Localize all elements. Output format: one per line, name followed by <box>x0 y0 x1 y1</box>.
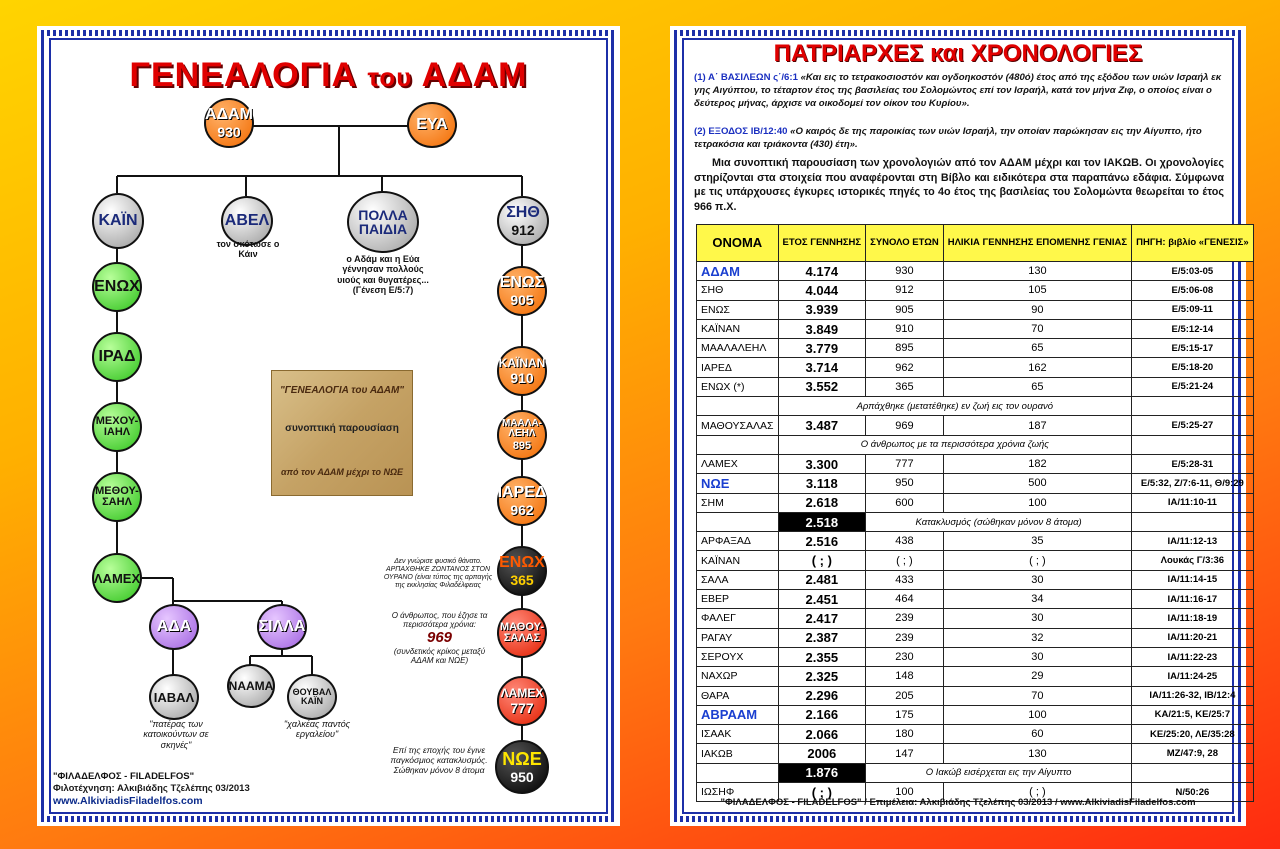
table-row <box>697 686 1254 705</box>
table-row <box>697 377 1254 396</box>
table-cell-source: ΙΑ/11:14-15 <box>1132 570 1254 589</box>
table-cell-age: 30 <box>943 570 1131 589</box>
table-row <box>697 397 1254 416</box>
table-cell-name: ΣΗΘ <box>697 281 779 300</box>
table-cell-source: Λουκάς Γ/3:36 <box>1132 551 1254 570</box>
table-cell-name: ΙΣΑΑΚ <box>697 725 779 744</box>
table-cell-age: 29 <box>943 667 1131 686</box>
table-cell-total: 180 <box>866 725 944 744</box>
chronology-footer: "ΦΙΛΑΔΕΛΦΟΣ - FILADELFOS" / Επιμέλεια: Αλκιβιάδης Τζελέπης 03/2013 / www.AlkiviadisFiladelfos.com <box>720 797 1196 808</box>
table-cell-year: 2.481 <box>778 570 866 589</box>
table-cell-year: 2.325 <box>778 667 866 686</box>
table-cell <box>1132 397 1254 416</box>
table-cell <box>1132 763 1254 782</box>
table-cell-name: ΡΑΓΑΥ <box>697 628 779 647</box>
table-cell-year: 2.387 <box>778 628 866 647</box>
table-cell-source: Ε/5:21-24 <box>1132 377 1254 396</box>
table-row <box>697 512 1254 531</box>
table-cell-year: ( ; ) <box>778 551 866 570</box>
table-body <box>697 262 1254 802</box>
table-cell-source: Ε/5:28-31 <box>1132 454 1254 473</box>
table-cell-age: ( ; ) <box>943 783 1131 802</box>
polla-note: ο Αδάμ και η Εύα γέννησαν πολλούς υιούς και θυγατέρες... (Γένεση Ε/5:7) <box>337 254 429 296</box>
node-naama: ΝΑΑΜΑ <box>227 664 275 708</box>
table-cell-year: 2.166 <box>778 705 866 724</box>
table-cell-age: 187 <box>943 416 1131 435</box>
table-row <box>697 435 1254 454</box>
reference-2: (2) ΕΞΟΔΟΣ ΙΒ/12:40 «Ο καιρός δε της παροικίας των υιών Ισραήλ, την οποίαν παρώκησαν εις την Αίγυπτο, ήτο τετρακόσια και τριάκοντα (430) έτη». <box>694 126 1202 150</box>
table-cell <box>1132 435 1254 454</box>
table-cell-total: ( ; ) <box>866 551 944 570</box>
table-cell-source: Ε/5:25-27 <box>1132 416 1254 435</box>
table-cell-total: 147 <box>866 744 944 763</box>
col-header-name: ΟΝΟΜΑ <box>697 225 779 262</box>
table-cell-name: ΜΑΑΛΑΛΕΗΛ <box>697 339 779 358</box>
table-cell-year: 2006 <box>778 744 866 763</box>
table-cell <box>697 397 779 416</box>
table-cell-name: ΑΔΑΜ <box>697 262 779 281</box>
table-cell-age: 500 <box>943 474 1131 493</box>
table-cell-year: 2.618 <box>778 493 866 512</box>
table-row <box>697 281 1254 300</box>
table-row <box>697 725 1254 744</box>
table-row <box>697 570 1254 589</box>
table-cell-name: ΑΒΡΑΑΜ <box>697 705 779 724</box>
table-cell-total: 905 <box>866 300 944 319</box>
table-cell-age: 70 <box>943 686 1131 705</box>
table-cell-year: 4.044 <box>778 281 866 300</box>
table-cell-name: ΘΑΡΑ <box>697 686 779 705</box>
table-cell-age: 130 <box>943 262 1131 281</box>
table-row <box>697 744 1254 763</box>
table-row <box>697 358 1254 377</box>
col-header-total-years: ΣΥΝΟΛΟ ΕΤΩΝ <box>866 225 944 262</box>
table-cell-age: 90 <box>943 300 1131 319</box>
table-row <box>697 319 1254 338</box>
table-year-highlight: 1.876 <box>778 763 866 782</box>
table-cell-age: 162 <box>943 358 1131 377</box>
noe-note: Επί της εποχής του έγινε παγκόσμιος κατακλυσμός. Σώθηκαν μόνον 8 άτομα <box>390 745 488 775</box>
table-cell-total: 365 <box>866 377 944 396</box>
node-lamex-kain-line: ΛΑΜΕΧ <box>92 553 142 603</box>
table-cell-year: 3.118 <box>778 474 866 493</box>
node-irad: ΙΡΑΔ <box>92 332 142 382</box>
table-cell-name: ΚΑΪΝΑΝ <box>697 319 779 338</box>
reference-1: (1) Α΄ ΒΑΣΙΛΕΩΝ ς΄/6:1 «Και εις το τετρακοσιοστόν και ογδοηκοστόν (480ό) έτος από της εξόδου των υιών Ισραήλ εκ γης Αιγύπτου, το τέταρτον έτος της βασιλείας του Σολομώντος επί τον Ισραήλ, κατά τον μήνα Ζιφ, ο οποίος είναι ο δεύτερος μήνας, άρχισε να οικοδομεί τον οίκον του Κυρίου». <box>694 72 1222 109</box>
table-cell-total: 895 <box>866 339 944 358</box>
table-cell-total: 962 <box>866 358 944 377</box>
table-cell-total: 950 <box>866 474 944 493</box>
table-cell-age: 130 <box>943 744 1131 763</box>
table-cell-name: ΜΑΘΟΥΣΑΛΑΣ <box>697 416 779 435</box>
node-eva: ΕΥΑ <box>407 102 457 148</box>
col-header-age-next: ΗΛΙΚΙΑ ΓΕΝΝΗΣΗΣ ΕΠΟΜΕΝΗΣ ΓΕΝΙΑΣ <box>943 225 1131 262</box>
node-adam: ΑΔΑΜ 930 <box>204 98 254 148</box>
table-cell-source: ΙΑ/11:16-17 <box>1132 590 1254 609</box>
table-cell-year: 3.714 <box>778 358 866 377</box>
table-row <box>697 551 1254 570</box>
table-cell-name: ΦΑΛΕΓ <box>697 609 779 628</box>
table-cell-name: ΑΡΦΑΞΑΔ <box>697 532 779 551</box>
table-year-highlight: 2.518 <box>778 512 866 531</box>
table-cell-year: 2.451 <box>778 590 866 609</box>
table-cell-age: 32 <box>943 628 1131 647</box>
table-row <box>697 763 1254 782</box>
table-cell-source: Ε/5:03-05 <box>1132 262 1254 281</box>
chronology-table <box>696 224 1254 802</box>
col-header-birth-year: ΕΤΟΣ ΓΕΝΝΗΣΗΣ <box>778 225 866 262</box>
table-cell-name: ΝΑΧΩΡ <box>697 667 779 686</box>
table-note: Αρπάχθηκε (μετατέθηκε) εν ζωή εις τον ουρανό <box>778 397 1132 416</box>
table-note: Ο άνθρωπος με τα περισσότερα χρόνια ζωής <box>778 435 1132 454</box>
table-cell <box>1132 512 1254 531</box>
table-cell-total: 433 <box>866 570 944 589</box>
table-cell-year: 3.779 <box>778 339 866 358</box>
chronology-poster <box>670 26 1249 826</box>
node-kainan: ΚΑΪΝΑΝ 910 <box>497 346 547 396</box>
node-enox-kain-line: ΕΝΩΧ <box>92 262 142 312</box>
table-cell-source: ΙΑ/11:26-32, ΙΒ/12:4 <box>1132 686 1254 705</box>
table-cell-source: Ν/50:26 <box>1132 783 1254 802</box>
table-cell-year: 2.296 <box>778 686 866 705</box>
table-cell-age: 30 <box>943 609 1131 628</box>
table-cell-name: ΕΒΕΡ <box>697 590 779 609</box>
table-cell-total: 912 <box>866 281 944 300</box>
table-row <box>697 705 1254 724</box>
table-note: Ο Ιακώβ εισέρχεται εις την Αίγυπτο <box>866 763 1132 782</box>
table-cell <box>697 512 779 531</box>
mathoysalas-note: Ο άνθρωπος, που έζησε τα περισσότερα χρόνια: 969 (συνδετικός κρίκος μεταξύ ΑΔΑΜ και ΝΩΕ) <box>391 611 488 665</box>
table-cell-total: 230 <box>866 647 944 666</box>
table-cell-source: ΙΑ/11:24-25 <box>1132 667 1254 686</box>
node-polla-paidia: ΠΟΛΛΑ ΠΑΙΔΙΑ <box>347 191 419 253</box>
table-cell-age: 34 <box>943 590 1131 609</box>
node-enos: ΕΝΩΣ 905 <box>497 266 547 316</box>
table-header-row <box>697 225 1254 262</box>
table-row <box>697 300 1254 319</box>
poster-credit: "ΦΙΛΑΔΕΛΦΟΣ - FILADELFOS" Φιλοτέχνηση: Αλκιβιάδης Τζελέπης 03/2013 www.AlkiviadisFiladelfos.com <box>53 771 250 807</box>
table-cell-name: ΚΑΪΝΑΝ <box>697 551 779 570</box>
table-cell-source: Ε/5:15-17 <box>1132 339 1254 358</box>
table-row <box>697 493 1254 512</box>
table-cell-total: 464 <box>866 590 944 609</box>
table-cell-source: Ε/5:18-20 <box>1132 358 1254 377</box>
table-cell-total: 777 <box>866 454 944 473</box>
table-cell <box>697 435 779 454</box>
node-noe: ΝΩΕ 950 <box>495 740 549 794</box>
summary-parchment: "ΓΕΝΕΑΛΟΓΙΑ του ΑΔΑΜ" συνοπτική παρουσίαση από τον ΑΔΑΜ μέχρι το ΝΩΕ <box>271 370 413 496</box>
table-cell-year: 3.487 <box>778 416 866 435</box>
table-row <box>697 667 1254 686</box>
table-cell-name: ΙΑΚΩΒ <box>697 744 779 763</box>
table-cell-total: 100 <box>866 783 944 802</box>
node-ada: ΑΔΑ <box>149 604 199 650</box>
node-enox: ΕΝΩΧ 365 <box>497 546 547 596</box>
genealogy-poster <box>37 26 620 826</box>
table-cell-year: 2.417 <box>778 609 866 628</box>
table-row <box>697 262 1254 281</box>
table-row <box>697 590 1254 609</box>
node-abel: ΑΒΕΛ <box>221 196 273 246</box>
table-cell-total: 175 <box>866 705 944 724</box>
table-note: Κατακλυσμός (σώθηκαν μόνον 8 άτομα) <box>866 512 1132 531</box>
table-cell-source: Ε/5:32, Ζ/7:6-11, Θ/9:29 <box>1132 474 1254 493</box>
table-cell-year: 2.516 <box>778 532 866 551</box>
node-mathoysalas: ΜΑΘΟΥ-ΣΑΛΑΣ <box>497 608 547 658</box>
table-cell-name: ΕΝΩΧ (*) <box>697 377 779 396</box>
table-cell-source: ΙΑ/11:22-23 <box>1132 647 1254 666</box>
table-cell-total: 930 <box>866 262 944 281</box>
abel-note: τον σκότωσε ο Κάιν <box>216 239 280 260</box>
table-cell-source: ΚΑ/21:5, ΚΕ/25:7 <box>1132 705 1254 724</box>
table-cell-year: 3.300 <box>778 454 866 473</box>
enox-note: Δεν γνώρισε φυσικό θάνατο. ΑΡΠΑΧΘΗΚΕ ΖΩΝΤΑΝΟΣ ΣΤΟΝ ΟΥΡΑΝΟ (είναι τύπος της αρπαγής της εκκλησίας Φιλαδέλφειας <box>383 558 493 590</box>
table-cell-age: 65 <box>943 339 1131 358</box>
table-cell-year: 3.939 <box>778 300 866 319</box>
genealogy-title: ΓΕΝΕΑΛΟΓΙΑ του ΑΔΑΜ <box>129 56 528 94</box>
thobal-note: "χαλκέας παντός εργαλείου" <box>283 719 351 740</box>
table-cell-name: ΕΝΩΣ <box>697 300 779 319</box>
table-row <box>697 628 1254 647</box>
table-cell <box>697 763 779 782</box>
table-row <box>697 416 1254 435</box>
table-cell-age: 30 <box>943 647 1131 666</box>
table-cell-name: ΣΕΡΟΥΧ <box>697 647 779 666</box>
table-cell-name: ΣΗΜ <box>697 493 779 512</box>
table-row <box>697 454 1254 473</box>
node-silla: ΣΙΛΛΑ <box>257 604 307 650</box>
table-cell-source: ΚΕ/25:20, ΛΕ/35:28 <box>1132 725 1254 744</box>
table-cell-age: 60 <box>943 725 1131 744</box>
table-cell-total: 910 <box>866 319 944 338</box>
table-cell-age: 182 <box>943 454 1131 473</box>
node-methoysahl: ΜΕΘΟΥ-ΣΑΗΛ <box>92 472 142 522</box>
col-header-source: ΠΗΓΗ: βιβλίο «ΓΕΝΕΣΙΣ» <box>1132 225 1254 262</box>
table-cell-year: 2.355 <box>778 647 866 666</box>
node-iared: ΙΑΡΕΔ 962 <box>497 476 547 526</box>
table-cell-name: ΙΩΣΗΦ <box>697 783 779 802</box>
table-cell-age: 70 <box>943 319 1131 338</box>
node-lamex: ΛΑΜΕΧ 777 <box>497 676 547 726</box>
node-sith: ΣΗΘ 912 <box>497 196 549 246</box>
table-cell-name: ΣΑΛΑ <box>697 570 779 589</box>
table-cell-year: 3.849 <box>778 319 866 338</box>
node-thobal-kain: ΘΟΥΒΑΛ ΚΑΪΝ <box>287 674 337 720</box>
table-cell-age: 35 <box>943 532 1131 551</box>
table-cell-year: 2.066 <box>778 725 866 744</box>
table-cell-total: 239 <box>866 628 944 647</box>
table-row <box>697 647 1254 666</box>
table-row <box>697 609 1254 628</box>
table-row <box>697 474 1254 493</box>
table-cell-total: 148 <box>866 667 944 686</box>
table-cell-age: 100 <box>943 705 1131 724</box>
table-cell-total: 969 <box>866 416 944 435</box>
table-row <box>697 532 1254 551</box>
table-cell-year: 4.174 <box>778 262 866 281</box>
table-cell-total: 239 <box>866 609 944 628</box>
table-cell-source: ΙΑ/11:10-11 <box>1132 493 1254 512</box>
table-cell-total: 205 <box>866 686 944 705</box>
node-iabal: ΙΑΒΑΛ <box>149 674 199 720</box>
table-cell-year: ( ; ) <box>778 783 866 802</box>
table-cell-name: ΝΩΕ <box>697 474 779 493</box>
node-kain: ΚΑΪΝ <box>92 193 144 249</box>
summary-paragraph: Μια συνοπτική παρουσίαση των χρονολογιών από τον ΑΔΑΜ μέχρι και τον ΙΑΚΩΒ. Οι χρονολογίες στηρίζονται στα στοιχεία που αναφέρονται στη Βίβλο και ειδικότερα στα παραπάνω εδάφια. Σύμφωνα με τις υπάρχουσες έγκυρες ιστορικές πηγές το 4ο έτος της βασιλείας του Σολομώντα θεωρείται το έτος 966 π.Χ. <box>694 157 1224 213</box>
table-cell-age: 65 <box>943 377 1131 396</box>
table-cell-age: 100 <box>943 493 1131 512</box>
table-cell-name: ΙΑΡΕΔ <box>697 358 779 377</box>
table-cell-year: 3.552 <box>778 377 866 396</box>
table-cell-source: Ε/5:12-14 <box>1132 319 1254 338</box>
iabal-note: "πατέρας των κατοικούντων σε σκηνές" <box>143 719 209 750</box>
table-cell-age: 105 <box>943 281 1131 300</box>
table-cell-source: Ε/5:06-08 <box>1132 281 1254 300</box>
table-cell-source: ΙΑ/11:20-21 <box>1132 628 1254 647</box>
table-cell-total: 600 <box>866 493 944 512</box>
table-row <box>697 339 1254 358</box>
table-cell-source: ΜΖ/47:9, 28 <box>1132 744 1254 763</box>
table-cell-total: 438 <box>866 532 944 551</box>
table-cell-source: ΙΑ/11:18-19 <box>1132 609 1254 628</box>
table-cell-name: ΛΑΜΕΧ <box>697 454 779 473</box>
table-cell-source: Ε/5:09-11 <box>1132 300 1254 319</box>
table-cell-source: ΙΑ/11:12-13 <box>1132 532 1254 551</box>
node-mexoyiahl: ΜΕΧΟΥ-ΙΑΗΛ <box>92 402 142 452</box>
table-cell-age: ( ; ) <box>943 551 1131 570</box>
node-maalaleil: ΜΑΑΛΑ-ΛΕΗΛ 895 <box>497 410 547 460</box>
chronology-title: ΠΑΤΡΙΑΡΧΕΣ και ΧΡΟΝΟΛΟΓΙΕΣ <box>773 40 1143 67</box>
